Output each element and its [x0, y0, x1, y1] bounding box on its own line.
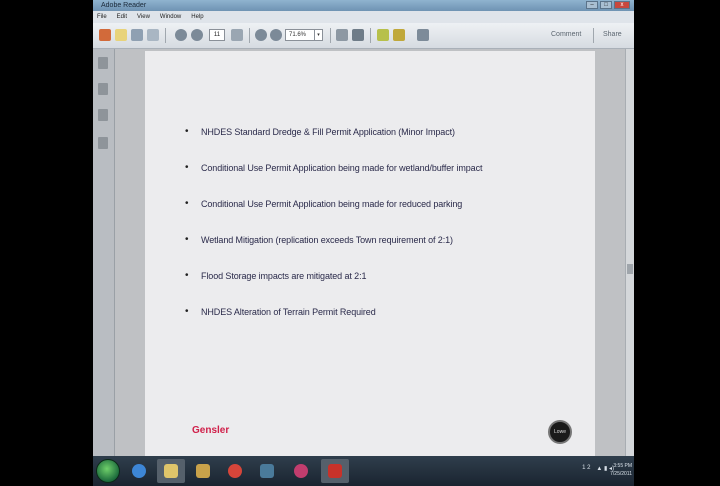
- highlight-icon[interactable]: [393, 29, 405, 41]
- previous-page-icon[interactable]: [175, 29, 187, 41]
- app-icon: [260, 464, 274, 478]
- navigation-pane: [93, 49, 115, 456]
- toolbar-divider: [370, 28, 371, 43]
- menu-edit[interactable]: Edit: [116, 14, 128, 20]
- menu-view[interactable]: View: [137, 14, 150, 20]
- page-count-icon: [231, 29, 243, 41]
- list-item: • Flood Storage impacts are mitigated at 2:1: [185, 269, 482, 305]
- chevron-down-icon[interactable]: ▾: [314, 30, 322, 40]
- create-pdf-icon[interactable]: [99, 29, 111, 41]
- tray-language[interactable]: 1 2: [582, 465, 591, 471]
- clock[interactable]: [610, 462, 632, 478]
- toolbar-divider: [330, 28, 331, 43]
- email-icon[interactable]: [147, 29, 159, 41]
- list-item: • NHDES Standard Dredge & Fill Permit Application (Minor Impact): [185, 125, 482, 161]
- list-item: • Wetland Mitigation (replication exceeds Town requirement of 2:1): [185, 233, 482, 269]
- menu-bar: [93, 11, 634, 23]
- clock-time: 3:55 PM: [613, 463, 632, 469]
- vertical-scrollbar[interactable]: [625, 49, 634, 456]
- layers-icon[interactable]: [98, 137, 108, 149]
- zoom-out-icon[interactable]: [255, 29, 267, 41]
- tray-icons[interactable]: ▲ ▮ ◂): [596, 466, 614, 472]
- comment-button[interactable]: Comment: [551, 31, 582, 38]
- close-button[interactable]: x: [614, 1, 630, 9]
- folder-icon: [164, 464, 178, 478]
- pages-panel-icon[interactable]: [98, 57, 108, 69]
- bullet-list: [185, 125, 482, 341]
- title-bar: [93, 0, 634, 11]
- page-number-input[interactable]: 11: [209, 29, 225, 41]
- taskbar-explorer[interactable]: [157, 459, 185, 483]
- taskbar-app[interactable]: [253, 459, 281, 483]
- list-item: • NHDES Alteration of Terrain Permit Required: [185, 305, 482, 341]
- sign-icon[interactable]: [377, 29, 389, 41]
- taskbar-media[interactable]: [189, 459, 217, 483]
- menu-help[interactable]: Help: [191, 14, 204, 20]
- open-folder-icon[interactable]: [115, 29, 127, 41]
- gensler-logo: Gensler: [192, 425, 230, 436]
- next-page-icon[interactable]: [191, 29, 203, 41]
- minimize-button[interactable]: –: [586, 1, 598, 9]
- toolbar-divider: [593, 28, 594, 43]
- menu-file[interactable]: File: [97, 14, 107, 20]
- list-item: • Conditional Use Permit Application being made for reduced parking: [185, 197, 482, 233]
- taskbar: [93, 456, 634, 486]
- window-controls: [586, 1, 630, 9]
- logo-text: Lowe: [554, 429, 566, 435]
- media-icon: [196, 464, 210, 478]
- ie-icon: [132, 464, 146, 478]
- pdf-page: [145, 51, 595, 456]
- taskbar-adobe-reader[interactable]: [321, 459, 349, 483]
- taskbar-app-2[interactable]: [287, 459, 315, 483]
- fit-page-icon[interactable]: [336, 29, 348, 41]
- app2-icon: [294, 464, 308, 478]
- adobe-reader-icon: [328, 464, 342, 478]
- scrollbar-thumb[interactable]: [627, 264, 633, 274]
- toolbar-divider: [249, 28, 250, 43]
- start-button[interactable]: [96, 459, 120, 483]
- zoom-in-icon[interactable]: [270, 29, 282, 41]
- lowe-logo: [548, 420, 572, 444]
- expand-icon[interactable]: [417, 29, 429, 41]
- zoom-select[interactable]: [285, 29, 323, 41]
- share-button[interactable]: Share: [603, 31, 622, 38]
- clock-date: 7/25/2011: [610, 471, 632, 477]
- attachment-icon[interactable]: [98, 109, 108, 121]
- toolbar: [93, 23, 634, 49]
- toolbar-divider: [165, 28, 166, 43]
- zoom-value: 71.6%: [289, 32, 307, 38]
- document-view[interactable]: [115, 49, 634, 456]
- maximize-button[interactable]: □: [600, 1, 612, 9]
- monitor-screen: [93, 0, 634, 486]
- bookmarks-icon[interactable]: [98, 83, 108, 95]
- menu-window[interactable]: Window: [159, 14, 182, 20]
- taskbar-chrome[interactable]: [221, 459, 249, 483]
- window-title: Adobe Reader: [101, 2, 147, 9]
- taskbar-ie[interactable]: [125, 459, 153, 483]
- scroll-mode-icon[interactable]: [352, 29, 364, 41]
- print-icon[interactable]: [131, 29, 143, 41]
- chrome-icon: [228, 464, 242, 478]
- list-item: • Conditional Use Permit Application being made for wetland/buffer impact: [185, 161, 482, 197]
